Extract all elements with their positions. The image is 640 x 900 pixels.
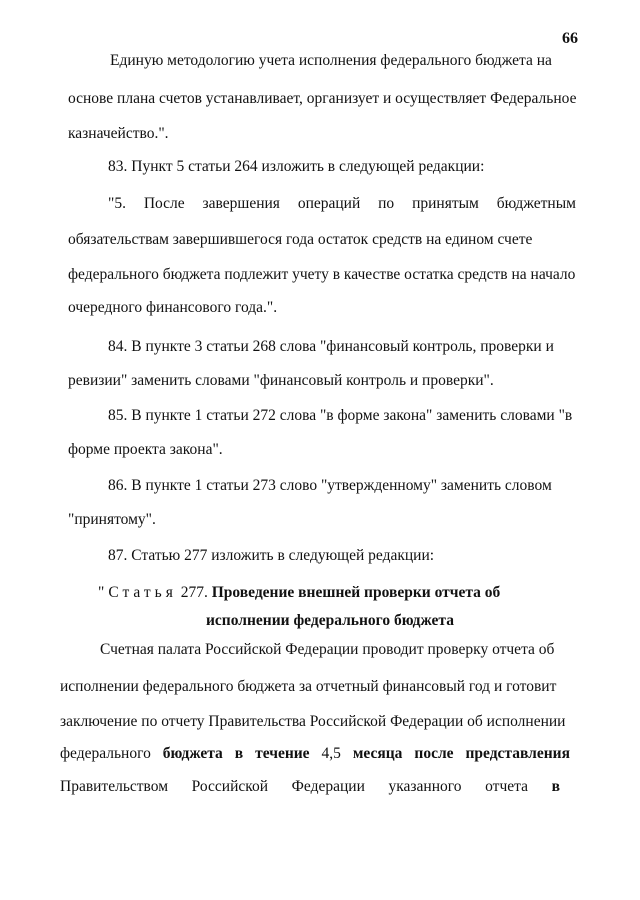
- text-line: очередного финансового года.".: [68, 299, 278, 316]
- word: После: [143, 195, 185, 212]
- text-line: Единую методологию учета исполнения федерального бюджета на: [110, 52, 552, 69]
- word: месяца: [352, 745, 403, 762]
- word: Правительством: [60, 778, 169, 795]
- word: течение: [255, 745, 310, 762]
- word: Российской: [191, 778, 269, 795]
- article-heading-line: [98, 584, 500, 602]
- article-title: Проведение внешней проверки отчета об: [211, 584, 501, 601]
- word: 4,5: [321, 745, 341, 762]
- text-line-justified: [60, 745, 570, 763]
- word: федерального: [60, 745, 151, 762]
- text-line: ревизии" заменить словами "финансовый контроль и проверки".: [68, 372, 494, 389]
- text-line: казначейство.".: [68, 125, 169, 142]
- word: отчета: [485, 778, 528, 795]
- word: операций: [297, 195, 361, 212]
- text-line: заключение по отчету Правительства Российской Федерации об исполнении: [60, 713, 566, 730]
- word: "5.: [108, 195, 126, 212]
- word: представления: [465, 745, 570, 762]
- word: в: [234, 745, 244, 762]
- word: в: [551, 778, 560, 795]
- text-line: 86. В пункте 1 статьи 273 слово "утвержденному" заменить словом: [108, 477, 552, 494]
- text-line-justified: [108, 195, 576, 213]
- word: завершения: [202, 195, 280, 212]
- text-line: 85. В пункте 1 статьи 272 слова "в форме закона" заменить словами "в: [108, 407, 573, 424]
- text-line: форме проекта закона".: [68, 441, 223, 458]
- page-number: 66: [562, 30, 578, 47]
- word: Федерации: [291, 778, 365, 795]
- word: после: [414, 745, 454, 762]
- text-line: исполнении федерального бюджета за отчетный финансовый год и готовит: [60, 678, 557, 695]
- paragraph-83: 83. Пункт 5 статьи 264 изложить в следующей редакции:: [108, 158, 485, 175]
- article-prefix: "Статья: [98, 584, 177, 601]
- word: указанного: [388, 778, 462, 795]
- paragraph-87: 87. Статью 277 изложить в следующей редакции:: [108, 547, 435, 564]
- text-line: федерального бюджета подлежит учету в качестве остатка средств на начало: [68, 266, 576, 283]
- text-line-justified: [60, 778, 560, 796]
- text-line: Счетная палата Российской Федерации проводит проверку отчета об: [100, 641, 555, 658]
- text-line: 84. В пункте 3 статьи 268 слова "финансовый контроль, проверки и: [108, 338, 554, 355]
- article-number: 277.: [180, 584, 208, 601]
- word: бюджета: [162, 745, 223, 762]
- article-title-continued: исполнении федерального бюджета: [206, 612, 454, 629]
- word: по: [378, 195, 395, 212]
- text-line: обязательствам завершившегося года остаток средств на едином счете: [68, 231, 533, 248]
- text-line: основе плана счетов устанавливает, организует и осуществляет Федеральное: [68, 90, 577, 107]
- word: принятым: [412, 195, 479, 212]
- text-line: "принятому".: [68, 511, 156, 528]
- word: бюджетным: [496, 195, 576, 212]
